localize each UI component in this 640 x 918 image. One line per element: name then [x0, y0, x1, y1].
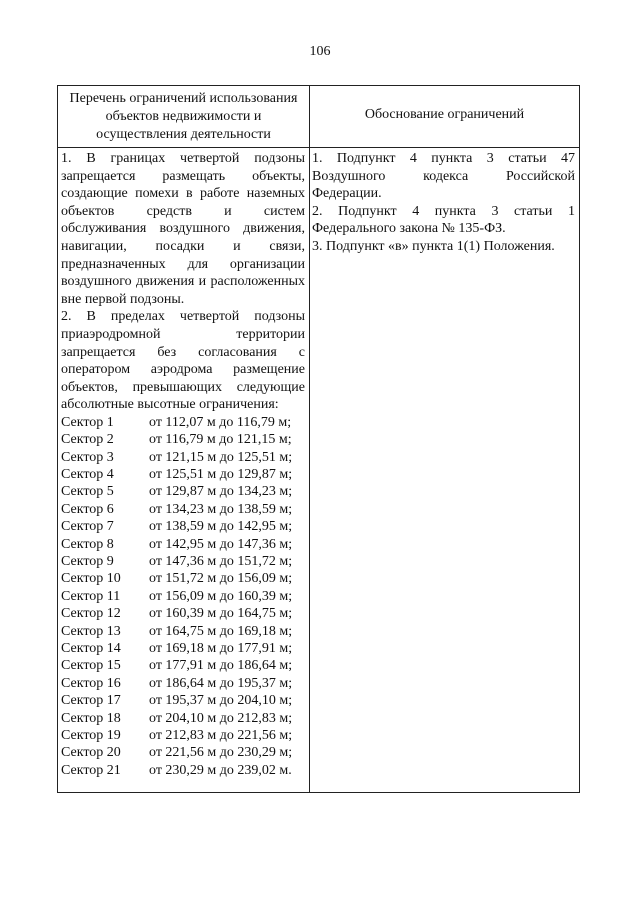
sector-height-range: от 138,59 м до 142,95 м; — [149, 519, 293, 535]
sector-name: Сектор 20 — [61, 745, 121, 761]
sector-name: Сектор 13 — [61, 623, 121, 639]
sector-height-range: от 116,79 м до 121,15 м; — [149, 432, 292, 448]
sector-name: Сектор 1 — [61, 414, 114, 430]
sector-name: Сектор 14 — [61, 640, 121, 656]
header-restrictions-list: Перечень ограничений использования объектов недвижимости и осуществления деятельности — [58, 86, 310, 147]
sector-height-range: от 186,64 м до 195,37 м; — [149, 675, 293, 691]
sector-row — [61, 710, 305, 727]
sector-height-range: от 164,75 м до 169,18 м; — [149, 623, 293, 639]
sector-name: Сектор 12 — [61, 606, 121, 622]
sector-height-range: от 142,95 м до 147,36 м; — [149, 536, 293, 552]
sector-row — [61, 570, 305, 587]
sector-name: Сектор 6 — [61, 501, 114, 517]
sector-row — [61, 449, 305, 466]
restriction-paragraph-2: 2. В пределах четвертой подзоны приаэродромной территории запрещается без согласования с оператором аэродрома размещение объектов, превышающих следующие абсолютные высотные ограничения: — [61, 309, 305, 413]
sector-row — [61, 605, 305, 622]
sector-height-range: от 212,83 м до 221,56 м; — [149, 727, 293, 743]
sector-row — [61, 640, 305, 657]
header-justification: Обоснование ограничений — [364, 106, 525, 122]
table-header-row — [58, 86, 579, 148]
sector-height-range: от 151,72 м до 156,09 м; — [149, 571, 293, 587]
sector-row — [61, 692, 305, 709]
sector-height-range: от 156,09 м до 160,39 м; — [149, 588, 293, 604]
sector-name: Сектор 5 — [61, 484, 114, 500]
sector-name: Сектор 17 — [61, 693, 121, 709]
sector-name: Сектор 7 — [61, 519, 114, 535]
sector-name: Сектор 16 — [61, 675, 121, 691]
sector-name: Сектор 4 — [61, 467, 114, 483]
sector-row — [61, 762, 305, 779]
sector-name: Сектор 3 — [61, 449, 114, 465]
sector-row — [61, 553, 305, 570]
reference-item: 3. Подпункт «в» пункта 1(1) Положения. — [312, 238, 555, 254]
sector-name: Сектор 21 — [61, 762, 121, 778]
sector-name: Сектор 10 — [61, 571, 121, 587]
sector-list — [61, 414, 305, 779]
sector-height-range: от 121,15 м до 125,51 м; — [149, 449, 293, 465]
sector-name: Сектор 15 — [61, 658, 121, 674]
sector-name: Сектор 9 — [61, 554, 114, 570]
restriction-paragraph-1: 1. В границах четвертой подзоны запрещается размещать объекты, создающие помехи в работе наземных объектов средств и систем обслуживания воздушного движения, навигации, посадки и связи, предназначенных для организации воздушного движения и расположенных вне первой подзоны. — [61, 151, 305, 307]
sector-height-range: от 134,23 м до 138,59 м; — [149, 501, 293, 517]
justification-cell — [310, 148, 579, 792]
sector-row — [61, 414, 305, 431]
table-body-row — [58, 148, 579, 792]
sector-row — [61, 518, 305, 535]
sector-height-range: от 129,87 м до 134,23 м; — [149, 484, 293, 500]
page-number: 106 — [309, 44, 331, 59]
sector-name: Сектор 11 — [61, 588, 121, 604]
reference-item: 1. Подпункт 4 пункта 3 статьи 47 Воздушного кодекса Российской Федерации. — [312, 151, 575, 202]
sector-height-range: от 160,39 м до 164,75 м; — [149, 606, 293, 622]
sector-row — [61, 588, 305, 605]
sector-height-range: от 230,29 м до 239,02 м. — [149, 762, 292, 778]
sector-row — [61, 744, 305, 761]
sector-height-range: от 195,37 м до 204,10 м; — [149, 693, 293, 709]
sector-name: Сектор 8 — [61, 536, 114, 552]
sector-height-range: от 147,36 м до 151,72 м; — [149, 554, 293, 570]
sector-row — [61, 727, 305, 744]
sector-name: Сектор 18 — [61, 710, 121, 726]
restrictions-cell — [58, 148, 310, 792]
sector-row — [61, 657, 305, 674]
sector-height-range: от 125,51 м до 129,87 м; — [149, 467, 293, 483]
sector-row — [61, 623, 305, 640]
sector-row — [61, 431, 305, 448]
sector-height-range: от 221,56 м до 230,29 м; — [149, 745, 293, 761]
reference-item: 2. Подпункт 4 пункта 3 статьи 1 Федерального закона № 135-ФЗ. — [312, 203, 575, 237]
sector-row — [61, 483, 305, 500]
sector-name: Сектор 19 — [61, 727, 121, 743]
restrictions-table — [57, 85, 580, 793]
sector-height-range: от 177,91 м до 186,64 м; — [149, 658, 293, 674]
sector-height-range: от 204,10 м до 212,83 м; — [149, 710, 293, 726]
sector-height-range: от 169,18 м до 177,91 м; — [149, 640, 293, 656]
sector-row — [61, 536, 305, 553]
sector-name: Сектор 2 — [61, 432, 114, 448]
sector-row — [61, 501, 305, 518]
sector-height-range: от 112,07 м до 116,79 м; — [149, 414, 292, 430]
sector-row — [61, 675, 305, 692]
sector-row — [61, 466, 305, 483]
